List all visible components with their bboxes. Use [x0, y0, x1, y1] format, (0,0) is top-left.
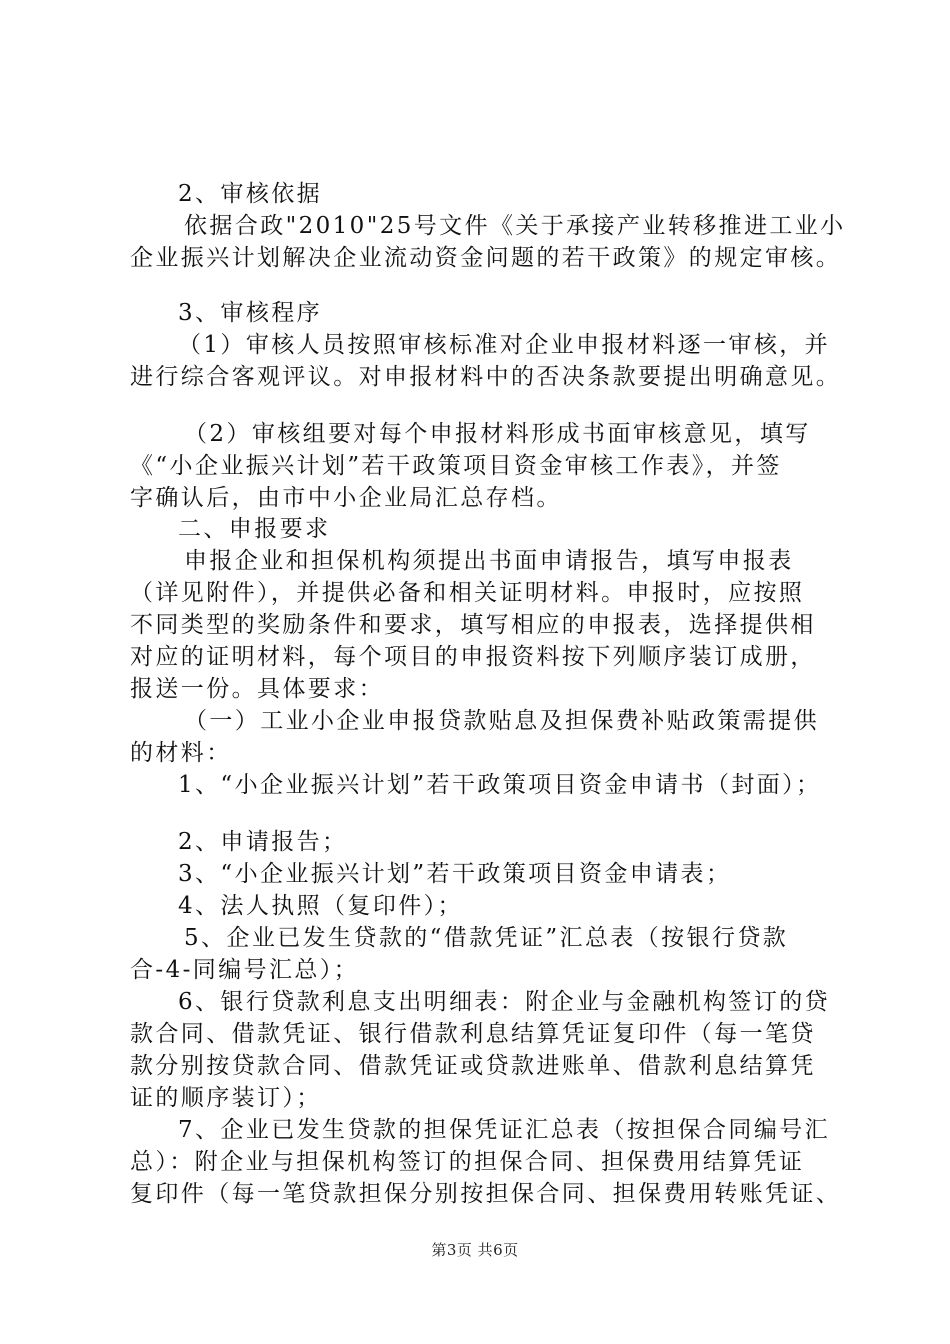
heading-submission-requirements: 二、申报要求: [178, 516, 331, 542]
paragraph-line: 的材料：: [130, 740, 232, 766]
paragraph-line: 不同类型的奖励条件和要求，填写相应的申报表，选择提供相: [130, 612, 816, 638]
list-item-line: 证的顺序装订）；: [130, 1085, 322, 1111]
paragraph-line: 进行综合客观评议。对申报材料中的否决条款要提出明确意见。: [130, 364, 842, 390]
list-item-line: 合-4-同编号汇总）；: [130, 957, 360, 983]
paragraph-line: （一）工业小企业申报贷款贴息及担保费补贴政策需提供: [184, 708, 819, 734]
list-item-line: 总）：附企业与担保机构签订的担保合同、担保费用结算凭证: [130, 1149, 805, 1175]
list-item-line: 2、申请报告；: [178, 829, 348, 855]
paragraph-line: 对应的证明材料，每个项目的申报资料按下列顺序装订成册，: [130, 644, 816, 670]
list-item-line: 7、企业已发生贷款的担保凭证汇总表（按担保合同编号汇: [178, 1117, 831, 1143]
paragraph-line: （详见附件），并提供必备和相关证明材料。申报时，应按照: [130, 580, 805, 606]
paragraph-line: 字确认后，由市中小企业局汇总存档。: [130, 485, 562, 511]
list-item-line: 款分别按贷款合同、借款凭证或贷款进账单、借款利息结算凭: [130, 1053, 816, 1079]
paragraph-line: （1）审核人员按照审核标准对企业申报材料逐一审核，并: [178, 332, 831, 358]
list-item-line: 6、银行贷款利息支出明细表：附企业与金融机构签订的贷: [178, 989, 831, 1015]
list-item-line: 3、“小企业振兴计划”若干政策项目资金申请表；: [178, 861, 732, 887]
page-number-footer: 第3页 共6页: [431, 1241, 519, 1259]
list-item-line: 复印件（每一笔贷款担保分别按担保合同、担保费用转账凭证、: [130, 1181, 842, 1207]
paragraph-line: 报送一份。具体要求：: [130, 676, 384, 702]
heading-review-procedure: 3、审核程序: [178, 300, 323, 326]
paragraph-line: 企业振兴计划解决企业流动资金问题的若干政策》的规定审核。: [130, 245, 842, 271]
paragraph-line: 申报企业和担保机构须提出书面申请报告，填写申报表: [184, 548, 794, 574]
heading-review-basis: 2、审核依据: [178, 181, 323, 207]
list-item-line: 1、“小企业振兴计划”若干政策项目资金申请书（封面）；: [178, 772, 822, 798]
paragraph-line: 《“小企业振兴计划”若干政策项目资金审核工作表》，并签: [130, 453, 782, 479]
list-item-line: 款合同、借款凭证、银行借款利息结算凭证复印件（每一笔贷: [130, 1021, 816, 1047]
list-item-line: 5、企业已发生贷款的“借款凭证”汇总表（按银行贷款: [184, 925, 789, 951]
paragraph-line: （2）审核组要对每个申报材料形成书面审核意见，填写: [184, 421, 811, 447]
paragraph-line: 依据合政"2010"25号文件《关于承接产业转移推进工业小: [184, 213, 846, 239]
list-item-line: 4、法人执照（复印件）；: [178, 893, 463, 919]
